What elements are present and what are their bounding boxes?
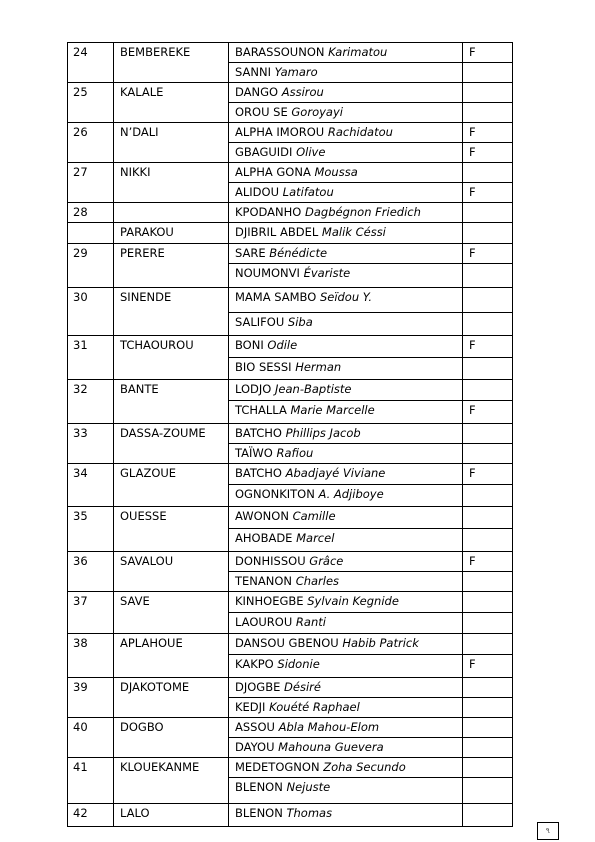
sex-cell [463,83,513,103]
sex-cell [463,698,513,718]
commune-cell: PARAKOU [114,223,229,244]
surname: TENANON [235,574,293,588]
row-number: 39 [68,678,114,718]
given-name: Sidonie [277,657,320,671]
surname: DANSOU GBENOU [235,636,339,650]
sex-cell: F [463,123,513,143]
surname: BLENON [235,780,283,794]
table-row [68,336,513,358]
person-name [229,424,463,444]
table-row [68,634,513,655]
commune-cell: SAVE [114,592,229,634]
commune-cell: KLOUEKANME [114,758,229,804]
surname: BATCHO [235,466,282,480]
sex-cell: F [463,401,513,424]
person-name [229,444,463,464]
given-name: Kouété Raphael [269,700,360,714]
given-name: Rachidatou [327,125,393,139]
surname: ALIDOU [235,185,279,199]
surname: BIO SESSI [235,360,292,374]
commune-cell: GLAZOUE [114,464,229,507]
row-number: 36 [68,552,114,592]
surname: KPODANHO [235,205,302,219]
person-name [229,758,463,778]
given-name: Évariste [303,266,351,280]
table-row [68,244,513,264]
commune-cell: DASSA-ZOUME [114,424,229,464]
sex-cell [463,313,513,336]
sex-cell: F [463,143,513,163]
surname: DONHISSOU [235,554,306,568]
surname: AWONON [235,509,289,523]
person-name [229,63,463,83]
surname: KINHOEGBE [235,594,304,608]
commune-cell: PERERE [114,244,229,288]
commune-cell: APLAHOUE [114,634,229,678]
surname: NOUMONVI [235,266,300,280]
given-name: Yamaro [274,65,318,79]
surname: SARE [235,246,266,260]
person-name [229,203,463,223]
sex-cell: F [463,43,513,63]
sex-cell [463,778,513,804]
given-name: Abla Mahou-Elom [278,720,380,734]
surname: OGNONKITON [235,487,315,501]
surname: OROU SE [235,105,288,119]
sex-cell [463,288,513,313]
table-row [68,718,513,738]
table-row [68,507,513,529]
given-name: Désiré [284,680,321,694]
sex-cell: F [463,464,513,485]
sex-cell [463,424,513,444]
given-name: Grâce [309,554,344,568]
table-row [68,123,513,143]
given-name: Sylvain Kegnide [307,594,399,608]
table-row [68,758,513,778]
row-number: 41 [68,758,114,804]
row-number: 24 [68,43,114,83]
row-number: 42 [68,804,114,827]
surname: TAÏWO [235,446,273,460]
person-name [229,778,463,804]
row-number: 34 [68,464,114,507]
given-name: Ranti [295,615,326,629]
given-name: Marie Marcelle [290,403,375,417]
sex-cell [463,678,513,698]
surname: MAMA SAMBO [235,290,317,304]
surname: BONI [235,338,264,352]
surname: GBAGUIDI [235,145,293,159]
given-name: A. Adjiboye [318,487,384,501]
person-name [229,529,463,552]
given-name: Goroyayi [291,105,343,119]
surname: MEDETOGNON [235,760,320,774]
sex-cell: F [463,244,513,264]
sex-cell [463,738,513,758]
surname: LAOUROU [235,615,293,629]
commune-cell: SAVALOU [114,552,229,592]
commune-cell: BANTE [114,380,229,424]
surname: DAYOU [235,740,275,754]
surname: KEDJI [235,700,266,714]
table-row [68,83,513,103]
given-name: Mahouna Guevera [278,740,384,754]
person-name [229,143,463,163]
given-name: Thomas [286,806,333,820]
table-body [68,43,513,827]
person-name [229,123,463,143]
table-row [68,288,513,313]
person-name [229,336,463,358]
person-name [229,655,463,678]
surname: ASSOU [235,720,275,734]
table-row [68,804,513,827]
commune-cell: SINENDE [114,288,229,336]
row-number: 33 [68,424,114,464]
surname: SANNI [235,65,271,79]
sex-cell [463,380,513,401]
table-row [68,464,513,485]
given-name: Karimatou [328,45,388,59]
commune-cell: DOGBO [114,718,229,758]
person-name [229,223,463,244]
sex-cell [463,163,513,183]
surname: TCHALLA [235,403,287,417]
person-name [229,264,463,288]
person-name [229,507,463,529]
commune-cell: KALALE [114,83,229,123]
row-number: 28 [68,203,114,223]
given-name: Rafiou [276,446,314,460]
given-name: Bénédicte [269,246,328,260]
row-number: 27 [68,163,114,203]
sex-cell [463,264,513,288]
person-name [229,592,463,613]
given-name: Habib Patrick [342,636,419,650]
sex-cell [463,63,513,83]
person-name [229,83,463,103]
person-name [229,43,463,63]
given-name: Odile [267,338,298,352]
table-row [68,424,513,444]
surname: BLENON [235,806,283,820]
row-number: 37 [68,592,114,634]
sex-cell: F [463,336,513,358]
given-name: Siba [287,315,313,329]
person-name [229,552,463,572]
person-name [229,163,463,183]
person-name [229,288,463,313]
person-name [229,401,463,424]
given-name: Latifatou [282,185,334,199]
person-name [229,313,463,336]
person-name [229,244,463,264]
person-name [229,183,463,203]
sex-cell [463,572,513,592]
sex-cell [463,592,513,613]
row-number: 32 [68,380,114,424]
given-name: Moussa [314,165,358,179]
given-name: Nejuste [286,780,331,794]
given-name: Marcel [296,531,335,545]
sex-cell [463,223,513,244]
table-row [68,552,513,572]
sex-cell: F [463,183,513,203]
row-number: 29 [68,244,114,288]
sex-cell [463,444,513,464]
commune-cell: DJAKOTOME [114,678,229,718]
person-name [229,613,463,634]
sex-cell [463,804,513,827]
table-row [68,223,513,244]
person-name [229,634,463,655]
given-name: Camille [292,509,336,523]
person-name [229,380,463,401]
surname: KAKPO [235,657,274,671]
table-row [68,678,513,698]
person-name [229,804,463,827]
surname: DANGO [235,85,279,99]
row-number: 30 [68,288,114,336]
commune-cell: BEMBEREKE [114,43,229,83]
commune-cell: N’DALI [114,123,229,163]
given-name: Jean-Baptiste [275,382,352,396]
given-name: Abadjayé Viviane [285,466,386,480]
surname: SALIFOU [235,315,285,329]
surname: BARASSOUNON [235,45,325,59]
table-row [68,43,513,63]
sex-cell [463,613,513,634]
person-name [229,464,463,485]
table-row [68,592,513,613]
sex-cell [463,758,513,778]
table-row [68,203,513,223]
given-name: Charles [295,574,340,588]
candidates-table [67,42,513,827]
surname: ALPHA IMOROU [235,125,325,139]
person-name [229,738,463,758]
sex-cell [463,529,513,552]
sex-cell [463,358,513,380]
commune-cell: NIKKI [114,163,229,203]
sex-cell [463,103,513,123]
given-name: Malik Céssi [321,225,386,239]
commune-cell: OUESSE [114,507,229,552]
person-name [229,718,463,738]
sex-cell [463,203,513,223]
given-name: Herman [295,360,342,374]
person-name [229,698,463,718]
surname: DJIBRIL ABDEL [235,225,319,239]
person-name [229,572,463,592]
sex-cell [463,485,513,507]
given-name: Olive [296,145,326,159]
person-name [229,103,463,123]
sex-cell: F [463,552,513,572]
row-number [68,223,114,244]
sex-cell: F [463,655,513,678]
commune-cell: TCHAOUROU [114,336,229,380]
person-name [229,358,463,380]
row-number: 25 [68,83,114,123]
row-number: 35 [68,507,114,552]
surname: AHOBADE [235,531,293,545]
row-number: 40 [68,718,114,758]
sex-cell [463,507,513,529]
sex-cell [463,634,513,655]
commune-cell: LALO [114,804,229,827]
person-name [229,485,463,507]
sex-cell [463,718,513,738]
given-name: Zoha Secundo [323,760,406,774]
page-number: ৭ [537,822,559,840]
given-name: Seïdou Y. [319,290,372,304]
given-name: Phillips Jacob [285,426,361,440]
row-number: 31 [68,336,114,380]
surname: DJOGBE [235,680,281,694]
table-row [68,380,513,401]
given-name: Assirou [281,85,324,99]
row-number: 26 [68,123,114,163]
person-name [229,678,463,698]
table-row [68,163,513,183]
commune-cell [114,203,229,223]
surname: ALPHA GONA [235,165,311,179]
surname: LODJO [235,382,272,396]
given-name: Dagbégnon Friedich [305,205,421,219]
row-number: 38 [68,634,114,678]
surname: BATCHO [235,426,282,440]
